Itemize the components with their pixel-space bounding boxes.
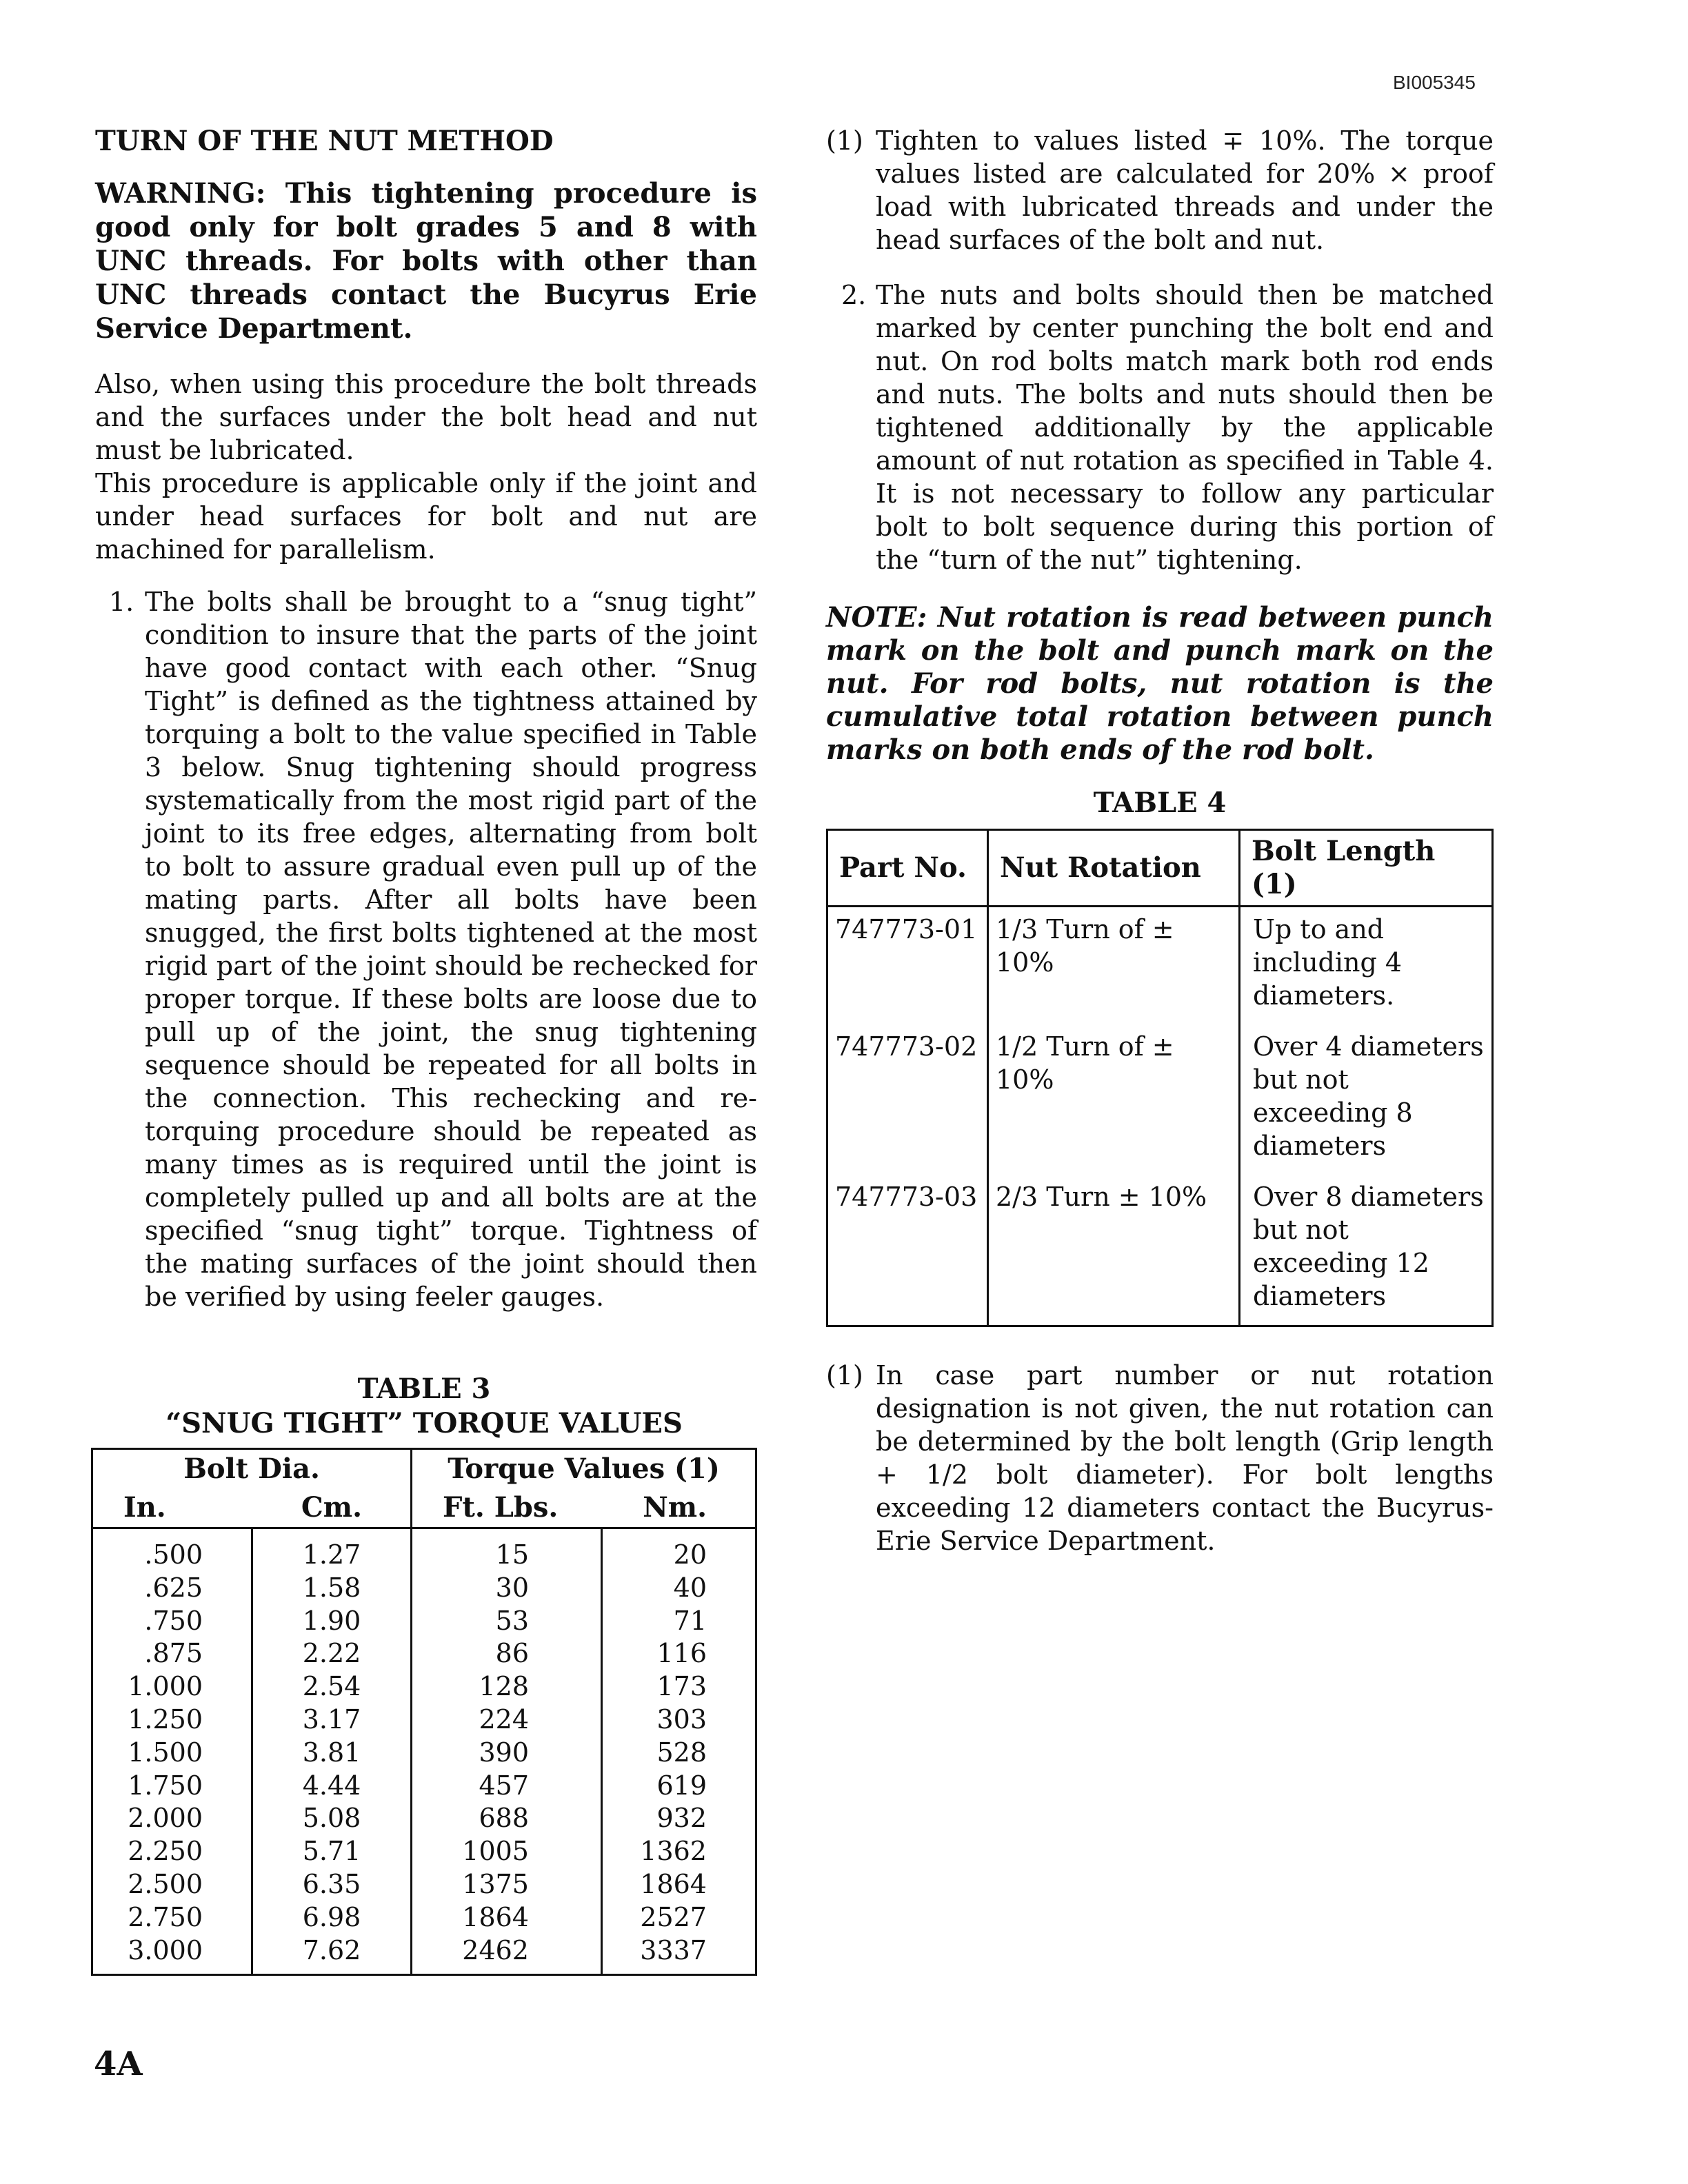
- warning-text: WARNING: This tightening procedure is good only for bolt grades 5 and 8 with UNC threads. For bolts with other than UNC threads contact the Bucyrus Erie Service Department.: [95, 177, 757, 345]
- step-2-number: 2.: [841, 280, 867, 310]
- col-nm-header: Nm.: [602, 1488, 756, 1528]
- torque-values-header: Torque Values (1): [412, 1449, 756, 1489]
- cell-ft: 1864: [412, 1901, 602, 1934]
- cell-nm: 3337: [602, 1934, 756, 1975]
- cell-in: 2.000: [92, 1802, 252, 1835]
- cell-nm: 619: [602, 1770, 756, 1803]
- table-3-footnote: [826, 124, 1494, 256]
- cell-in: .875: [92, 1637, 252, 1670]
- cell-in: 2.750: [92, 1901, 252, 1934]
- col-cm-header: Cm.: [252, 1488, 412, 1528]
- cell-nm: 116: [602, 1637, 756, 1670]
- cell-nut-rotation: 1/3 Turn of ± 10%: [988, 907, 1240, 1025]
- table-row: [92, 1637, 756, 1670]
- cell-ft: 688: [412, 1802, 602, 1835]
- table-row: [827, 1024, 1493, 1175]
- col-part-header: Part No.: [827, 830, 988, 907]
- right-column: [826, 124, 1494, 1557]
- cell-nm: 71: [602, 1605, 756, 1638]
- cell-ft: 1005: [412, 1835, 602, 1868]
- cell-cm: 2.54: [252, 1670, 412, 1703]
- table-row: [92, 1770, 756, 1803]
- cell-cm: 5.08: [252, 1802, 412, 1835]
- cell-ft: 224: [412, 1703, 602, 1737]
- step-1-text: The bolts shall be brought to a “snug tight” condition to insure that the parts of the joint have good contact with each other. “Snug Tight” is defined as the tightness attained by torquing a bolt to the value specified in Table 3 below. Snug tightening should progress systematically from the most rigid part of the joint to its free edges, alternating from bolt to bolt to assure gradual even pull up of the mating parts. After all bolts have been snugged, the first bolts tightened at the most rigid part of the joint should be rechecked for proper torque. If these bolts are loose due to pull up of the joint, the snug tightening sequence should be repeated for all bolts in the connection. This rechecking and re-torquing procedure should be repeated as many times as is required until the joint is completely pulled up and all bolts are at the specified “snug tight” torque. Tightness of the mating surfaces of the joint should then be verified by using feeler gauges.: [145, 587, 757, 1312]
- document-id: BI005345: [1393, 72, 1476, 93]
- table-4-footnote: [826, 1359, 1494, 1557]
- cell-cm: 6.35: [252, 1868, 412, 1901]
- cell-cm: 3.81: [252, 1737, 412, 1770]
- table-row: [92, 1934, 756, 1975]
- cell-cm: 1.90: [252, 1605, 412, 1638]
- cell-in: 2.250: [92, 1835, 252, 1868]
- col-in-header: In.: [92, 1488, 252, 1528]
- table-row: [92, 1528, 756, 1572]
- note-text: NOTE: Nut rotation is read between punch mark on the bolt and punch mark on the nut. For rod bolts, nut rotation is the cumulative total rotation between punch marks on both ends of the rod bolt.: [826, 601, 1494, 766]
- step-2: [826, 279, 1494, 576]
- cell-nm: 303: [602, 1703, 756, 1737]
- cell-nm: 20: [602, 1528, 756, 1572]
- cell-part-no: 747773-02: [827, 1024, 988, 1175]
- table-3-footnote-number: (1): [826, 125, 863, 156]
- bolt-dia-header: Bolt Dia.: [92, 1449, 412, 1489]
- cell-cm: 1.27: [252, 1528, 412, 1572]
- cell-nm: 1362: [602, 1835, 756, 1868]
- table-row: [92, 1802, 756, 1835]
- cell-bolt-length: Over 4 diameters but not exceeding 8 diameters: [1240, 1024, 1493, 1175]
- cell-in: .500: [92, 1528, 252, 1572]
- cell-ft: 457: [412, 1770, 602, 1803]
- cell-in: 1.500: [92, 1737, 252, 1770]
- table-4-footnote-text: In case part number or nut rotation designation is not given, the nut rotation can be determined by the bolt length (Grip length + 1/2 bolt diameter). For bolt lengths exceeding 12 diameters contact the Bucyrus-Erie Service Department.: [876, 1360, 1494, 1556]
- parallelism-paragraph: This procedure is applicable only if the joint and under head surfaces for bolt and nut are machined for parallelism.: [95, 468, 757, 565]
- cell-cm: 7.62: [252, 1934, 412, 1975]
- cell-cm: 1.58: [252, 1572, 412, 1605]
- cell-nut-rotation: 1/2 Turn of ± 10%: [988, 1024, 1240, 1175]
- lubrication-paragraph: Also, when using this procedure the bolt threads and the surfaces under the bolt head and nut must be lubricated.: [95, 369, 757, 465]
- col-ft-header: Ft. Lbs.: [412, 1488, 602, 1528]
- cell-bolt-length: Over 8 diameters but not exceeding 12 diameters: [1240, 1175, 1493, 1326]
- step-2-text: The nuts and bolts should then be matched marked by center punching the bolt end and nut. On rod bolts match mark both rod ends and nuts. The bolts and nuts should then be tightened additionally by the applicable amount of nut rotation as specified in Table 4. It is not necessary to follow any particular bolt to bolt sequence during this portion of the “turn of the nut” tightening.: [876, 280, 1494, 575]
- cell-nm: 932: [602, 1802, 756, 1835]
- table-3: [91, 1372, 757, 1976]
- table-row: [92, 1737, 756, 1770]
- cell-ft: 128: [412, 1670, 602, 1703]
- cell-in: .625: [92, 1572, 252, 1605]
- cell-ft: 53: [412, 1605, 602, 1638]
- cell-cm: 6.98: [252, 1901, 412, 1934]
- table-row: [827, 1175, 1493, 1326]
- cell-in: .750: [92, 1605, 252, 1638]
- cell-nm: 40: [602, 1572, 756, 1605]
- cell-part-no: 747773-01: [827, 907, 988, 1025]
- cell-cm: 4.44: [252, 1770, 412, 1803]
- cell-ft: 15: [412, 1528, 602, 1572]
- cell-cm: 3.17: [252, 1703, 412, 1737]
- col-length-header: Bolt Length (1): [1240, 830, 1493, 907]
- table-row: [827, 907, 1493, 1025]
- cell-nut-rotation: 2/3 Turn ± 10%: [988, 1175, 1240, 1326]
- table-row: [92, 1901, 756, 1934]
- col-rotation-header: Nut Rotation: [988, 830, 1240, 907]
- cell-ft: 390: [412, 1737, 602, 1770]
- cell-ft: 2462: [412, 1934, 602, 1975]
- cell-in: 1.750: [92, 1770, 252, 1803]
- cell-ft: 1375: [412, 1868, 602, 1901]
- cell-nm: 2527: [602, 1901, 756, 1934]
- cell-in: 1.000: [92, 1670, 252, 1703]
- cell-nm: 528: [602, 1737, 756, 1770]
- table-4-footnote-number: (1): [826, 1360, 863, 1391]
- step-1-number: 1.: [109, 587, 134, 617]
- cell-in: 1.250: [92, 1703, 252, 1737]
- cell-cm: 2.22: [252, 1637, 412, 1670]
- cell-cm: 5.71: [252, 1835, 412, 1868]
- table-row: [92, 1670, 756, 1703]
- step-1: [95, 585, 757, 1313]
- table-3-subtitle: “SNUG TIGHT” TORQUE VALUES: [165, 1407, 683, 1439]
- table-4-title: TABLE 4: [1093, 787, 1227, 819]
- cell-bolt-length: Up to and including 4 diameters.: [1240, 907, 1493, 1025]
- table-3-title: TABLE 3: [357, 1373, 491, 1405]
- cell-ft: 86: [412, 1637, 602, 1670]
- table-row: [92, 1605, 756, 1638]
- section-heading: TURN OF THE NUT METHOD: [95, 125, 554, 157]
- cell-nm: 1864: [602, 1868, 756, 1901]
- page-number: 4A: [94, 2045, 143, 2083]
- table-row: [92, 1703, 756, 1737]
- table-row: [92, 1835, 756, 1868]
- cell-in: 3.000: [92, 1934, 252, 1975]
- torque-values-table: [91, 1448, 757, 1976]
- table-3-footnote-text: Tighten to values listed ∓ 10%. The torque values listed are calculated for 20% × proof load with lubricated threads and under the head surfaces of the bolt and nut.: [876, 125, 1494, 255]
- left-column: [95, 124, 757, 1313]
- table-row: [92, 1868, 756, 1901]
- nut-rotation-table: [826, 829, 1494, 1327]
- cell-nm: 173: [602, 1670, 756, 1703]
- cell-ft: 30: [412, 1572, 602, 1605]
- cell-in: 2.500: [92, 1868, 252, 1901]
- table-row: [92, 1572, 756, 1605]
- cell-part-no: 747773-03: [827, 1175, 988, 1326]
